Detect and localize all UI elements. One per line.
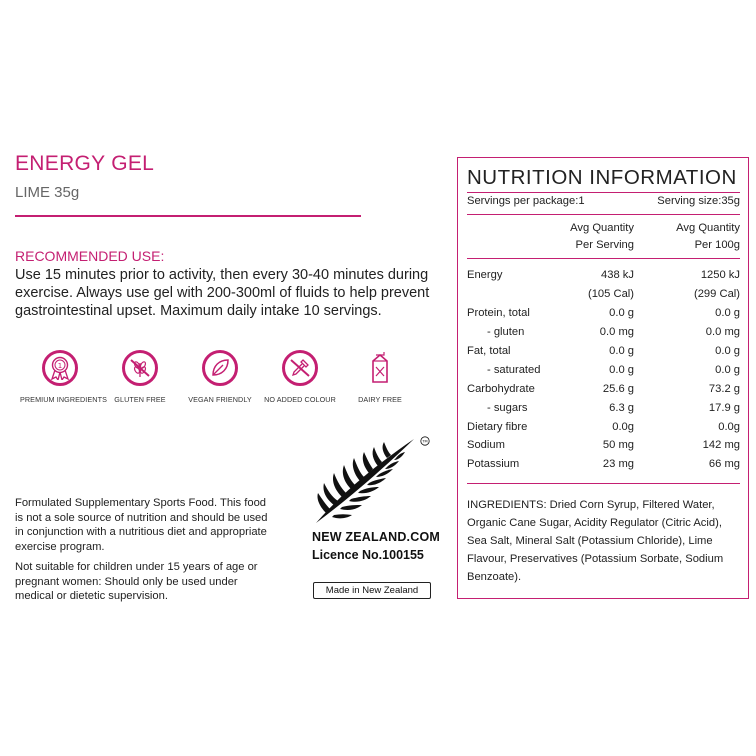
nutrition-row bbox=[467, 364, 740, 382]
nutrition-row bbox=[467, 307, 740, 325]
nutrient-per-serving: 438 kJ bbox=[601, 269, 634, 281]
nutrition-row bbox=[467, 288, 740, 306]
nutrition-row bbox=[467, 326, 740, 344]
nutrient-per-serving: 23 mg bbox=[602, 458, 634, 470]
nutrient-per-100g: 73.2 g bbox=[708, 383, 740, 395]
nutrient-name: Energy bbox=[467, 269, 503, 281]
col-100g-header: Avg Quantity bbox=[676, 222, 740, 234]
badge-label: DAIRY FREE bbox=[358, 395, 402, 404]
nutrition-row bbox=[467, 269, 740, 287]
nutrient-per-100g: 1250 kJ bbox=[700, 269, 740, 281]
footnote-suitability: Not suitable for children under 15 years of age or pregnant women: Should only be used under medical or dietetic supervision. bbox=[15, 561, 258, 602]
nutrient-name: Fat, total bbox=[467, 345, 511, 357]
serving-size: Serving size:35g bbox=[657, 195, 740, 207]
nutrient-per-serving: 6.3 g bbox=[609, 402, 634, 414]
badge-label: PREMIUM INGREDIENTS bbox=[20, 395, 107, 404]
badge-label: NO ADDED COLOUR bbox=[264, 395, 336, 404]
nutrient-per-serving: 25.6 g bbox=[602, 383, 634, 395]
nutrient-per-serving: 0.0 g bbox=[609, 364, 634, 376]
col-100g-subheader: Per 100g bbox=[694, 239, 740, 251]
badge-gluten-free bbox=[100, 350, 180, 404]
nutrient-per-100g: (299 Cal) bbox=[693, 288, 740, 300]
nutrition-row bbox=[467, 402, 740, 420]
nutrient-per-100g: 0.0 g bbox=[715, 307, 740, 319]
leaf-icon bbox=[202, 350, 238, 386]
product-title: ENERGY GEL bbox=[15, 152, 155, 175]
made-in-nz-label: Made in New Zealand bbox=[313, 582, 431, 599]
nutrient-per-100g: 142 mg bbox=[702, 439, 740, 451]
nutrient-per-100g: 0.0 mg bbox=[705, 326, 740, 338]
nutrition-divider bbox=[467, 214, 740, 215]
product-subtitle: LIME 35g bbox=[15, 184, 80, 201]
nutrient-name: - saturated bbox=[487, 364, 541, 376]
nutrient-per-100g: 0.0 g bbox=[715, 345, 740, 357]
nutrient-name: - gluten bbox=[487, 326, 525, 338]
nutrient-per-serving: 0.0 g bbox=[609, 307, 634, 319]
nutrient-per-100g: 0.0 g bbox=[715, 364, 740, 376]
nutrient-per-100g: 17.9 g bbox=[708, 402, 740, 414]
col-serving-header: Avg Quantity bbox=[570, 222, 634, 234]
recommended-use-text: Use 15 minutes prior to activity, then every 30-40 minutes during exercise. Always use gel with 200-300ml of fluids to help prevent gastrointestinal upset. Maximum daily intake 10 servings. bbox=[15, 267, 430, 319]
nutrient-per-serving: 0.0g bbox=[612, 421, 634, 433]
column-header-row bbox=[467, 239, 740, 257]
badge-vegan-friendly bbox=[180, 350, 260, 404]
feature-badges bbox=[12, 350, 407, 410]
badge-label: GLUTEN FREE bbox=[114, 395, 166, 404]
servings-per-package: Servings per package:1 bbox=[467, 195, 585, 207]
servings-row bbox=[467, 195, 740, 213]
silver-fern-icon bbox=[310, 435, 430, 527]
nutrient-name: Dietary fibre bbox=[467, 421, 528, 433]
nutrient-per-100g: 0.0g bbox=[718, 421, 740, 433]
nutrition-title: NUTRITION INFORMATION bbox=[467, 166, 737, 189]
dropper-crossed-icon bbox=[282, 350, 318, 386]
licence-number: Licence No.100155 bbox=[312, 548, 424, 562]
svg-text:1: 1 bbox=[57, 362, 63, 370]
ribbon-rosette-icon bbox=[42, 350, 78, 386]
milk-carton-icon bbox=[362, 350, 398, 386]
nutrient-name: - sugars bbox=[487, 402, 528, 414]
nutrient-name: Sodium bbox=[467, 439, 505, 451]
nz-website: NEW ZEALAND.COM bbox=[312, 530, 440, 544]
col-serving-subheader: Per Serving bbox=[575, 239, 634, 251]
title-divider bbox=[15, 215, 361, 217]
nutrient-name: Protein, total bbox=[467, 307, 530, 319]
ingredients-text: INGREDIENTS: Dried Corn Syrup, Filtered Water, Organic Cane Sugar, Acidity Regulator (Citric Acid), Sea Salt, Mineral Salt (Potassium Chloride), Lime Flavour, Preservatives (Potassium Sorbate, Sodium Benzoate). bbox=[467, 499, 724, 583]
column-header-row bbox=[467, 222, 740, 240]
nutrient-name: Carbohydrate bbox=[467, 383, 535, 395]
nutrition-row bbox=[467, 458, 740, 476]
fern-logo bbox=[310, 435, 430, 527]
nutrient-name: Potassium bbox=[467, 458, 520, 470]
nutrition-row bbox=[467, 383, 740, 401]
recommended-use-heading: RECOMMENDED USE: bbox=[15, 248, 165, 264]
badge-no-added-colour bbox=[260, 350, 340, 404]
nutrition-divider bbox=[467, 192, 740, 193]
nutrient-per-100g: 66 mg bbox=[708, 458, 740, 470]
nutrition-row bbox=[467, 439, 740, 457]
nutrition-divider bbox=[467, 258, 740, 259]
badge-label: VEGAN FRIENDLY bbox=[188, 395, 252, 404]
nutrition-divider bbox=[467, 483, 740, 484]
nutrition-row bbox=[467, 421, 740, 439]
trademark-mark: TM bbox=[422, 439, 428, 444]
nutrient-per-serving: 0.0 mg bbox=[599, 326, 634, 338]
badge-dairy-free bbox=[340, 350, 420, 404]
nutrient-per-serving: 0.0 g bbox=[609, 345, 634, 357]
badge-premium-ingredients bbox=[20, 350, 107, 404]
nutrition-row bbox=[467, 345, 740, 363]
nutrient-per-serving: (105 Cal) bbox=[587, 288, 634, 300]
footnote-sports-food: Formulated Supplementary Sports Food. This food is not a sole source of nutrition and should be used in conjunction with a nutritious diet and appropriate exercise program. bbox=[15, 497, 268, 553]
nutrient-per-serving: 50 mg bbox=[602, 439, 634, 451]
wheat-crossed-icon bbox=[122, 350, 158, 386]
